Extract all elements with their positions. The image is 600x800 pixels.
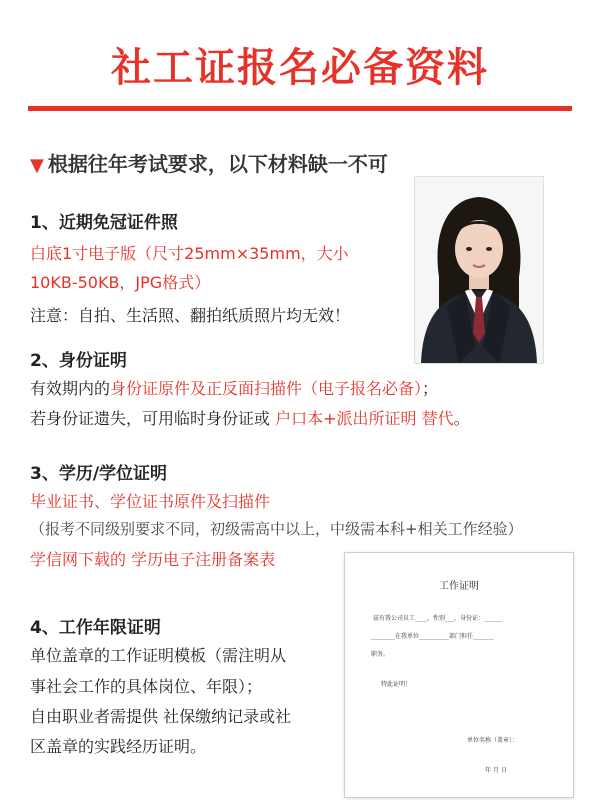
section-1-note: 注意：自拍、生活照、翻拍纸质照片均无效！ [30,306,351,325]
work-certificate-template [344,552,574,798]
section-3-line-3: 学信网下载的 学历电子注册备案表 [30,550,276,569]
section-4-line-3: 自由职业者需提供 社保缴纳记录或社 [30,707,292,726]
section-2-line-2-highlight: 户口本+派出所证明 替代 [270,409,454,428]
intro-line [30,148,388,177]
section-1-line-1: 白底1寸电子版（尺寸25mm×35mm，大小 [30,244,349,263]
page-title: 社工证报名必备资料 [111,45,489,91]
section-2-line-2-post: 。 [453,409,470,428]
section-3-line-1: 毕业证书、学位证书原件及扫描件 [30,492,271,511]
section-1-line-2: 10KB-50KB，JPG格式） [30,273,211,292]
triangle-down-icon: ▼ [30,155,44,176]
section-1-heading: 1、近期免冠证件照 [30,213,178,233]
section-2-line-1-pre: 有效期内的 [30,379,111,398]
section-2-line-1-post: ； [422,379,439,398]
section-4-line-1: 单位盖章的工作证明模板（需注明从 [30,646,287,665]
certificate-line-2: ________在我单位__________部门担任_______ [371,633,495,640]
certificate-line-1: 兹有我公司员工____，性别___，身份证：______ [373,615,503,622]
intro-text: 根据往年考试要求，以下材料缺一不可 [47,152,388,176]
certificate-line-3: 职务。 [371,651,390,658]
certificate-sign: 单位名称（盖章）： [467,737,519,744]
title-divider [28,106,572,111]
section-4-line-4: 区盖章的实践经历证明。 [30,737,207,756]
section-3-note: （报考不同级别要求不同，初级需高中以上，中级需本科+相关工作经验） [30,520,523,538]
section-2-line-2-pre: 若身份证遗失，可用临时身份证或 [30,409,271,428]
section-2-line-1 [30,376,438,399]
section-3-heading: 3、学历/学位证明 [30,464,168,484]
section-2-line-2 [30,406,470,429]
section-2-heading: 2、身份证明 [30,351,127,371]
certificate-date: 年 月 日 [485,767,507,774]
id-photo-icon [414,176,544,364]
certificate-line-4: 特此证明！ [381,681,412,688]
section-2-line-1-highlight: 身份证原件及正反面扫描件（电子报名必备） [110,379,423,398]
certificate-title: 工作证明 [439,581,479,592]
section-4-line-2: 事社会工作的具体岗位、年限）； [30,677,263,696]
section-4-heading: 4、工作年限证明 [30,618,161,638]
